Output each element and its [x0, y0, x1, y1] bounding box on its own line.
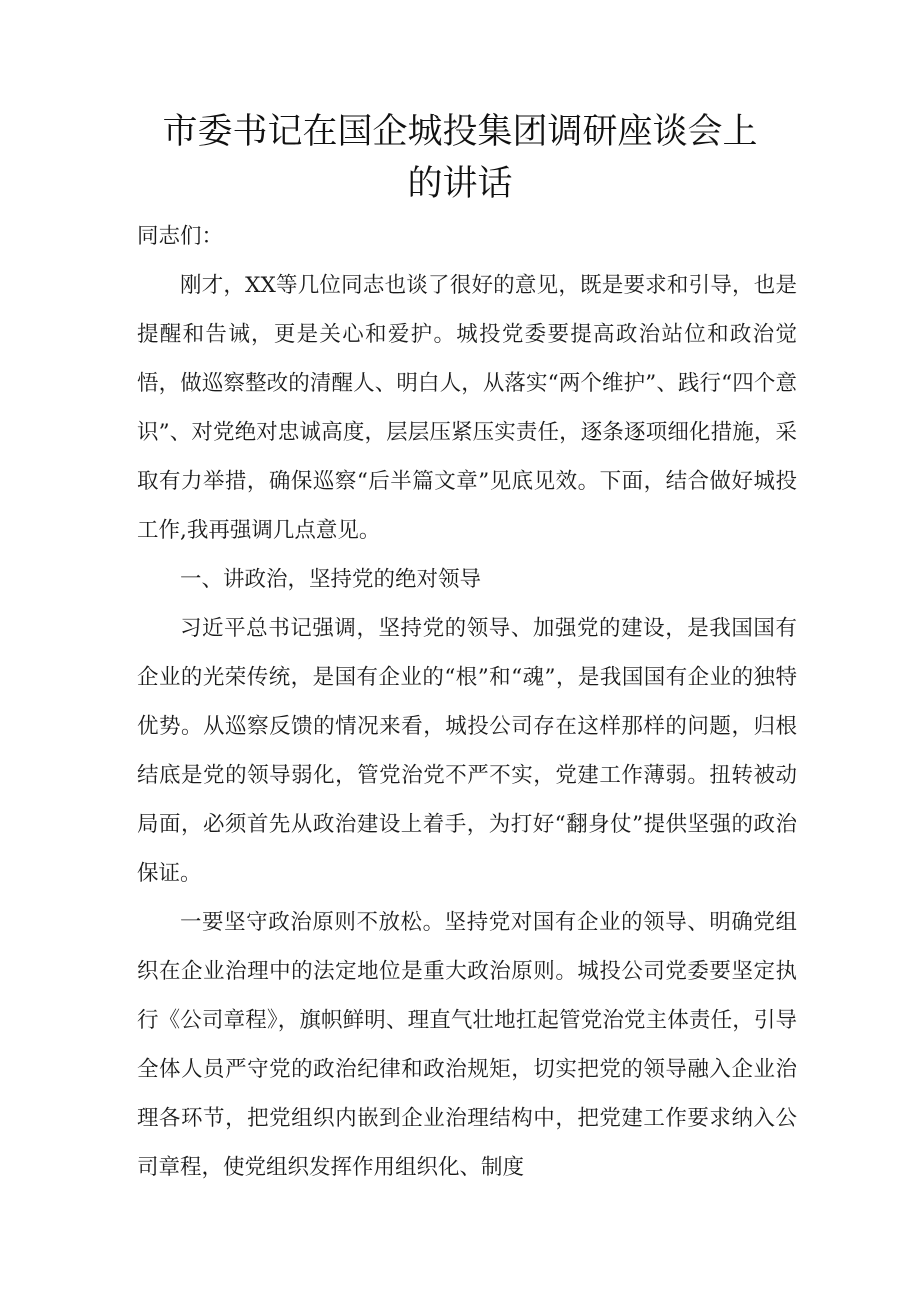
section-heading-1: 一、讲政治，坚持党的绝对领导 [180, 567, 482, 592]
title-line-2: 的讲话 [407, 164, 513, 204]
paragraph-political-principle: 一要坚守政治原则不放松。坚持党对国有企业的领导、明确党组织在企业治理中的法定地位是重大政治原则。城投公司党委要坚定执行《公司章程》，旗帜鲜明、理直气壮地扛起管党治党主体责任，引导全体人员严守党的政治纪律和政治规矩，切实把党的领导融入企业治理各环节，把党组织内嵌到企业治理结构中，把党建工作要求纳入公司章程，使党组织发挥作用组织化、制度 [137, 910, 797, 1180]
paragraph-party-leadership: 习近平总书记强调，坚持党的领导、加强党的建设，是我国国有企业的光荣传统，是国有企业的“根”和“魂”，是我国国有企业的独特优势。从巡察反馈的情况来看，城投公司存在这样那样的问题，归根结底是党的领导弱化，管党治党不严不实，党建工作薄弱。扭转被动局面，必须首先从政治建设上着手，为打好“翻身仗”提供坚强的政治保证。 [137, 616, 797, 886]
document-body [137, 212, 797, 1192]
document-title [120, 106, 800, 210]
paragraph-intro: 刚才，XX等几位同志也谈了很好的意见，既是要求和引导，也是提醒和告诫，更是关心和爱护。城投党委要提高政治站位和政治觉悟，做巡察整改的清醒人、明白人，从落实“两个维护”、践行“四个意识”、对党绝对忠诚高度，层层压紧压实责任，逐条逐项细化措施，采取有力举措，确保巡察“后半篇文章”见底见效。下面，结合做好城投工作,我再强调几点意见。 [137, 273, 797, 543]
salutation: 同志们： [137, 224, 224, 249]
title-line-1: 市委书记在国企城投集团调研座谈会上 [162, 112, 758, 152]
